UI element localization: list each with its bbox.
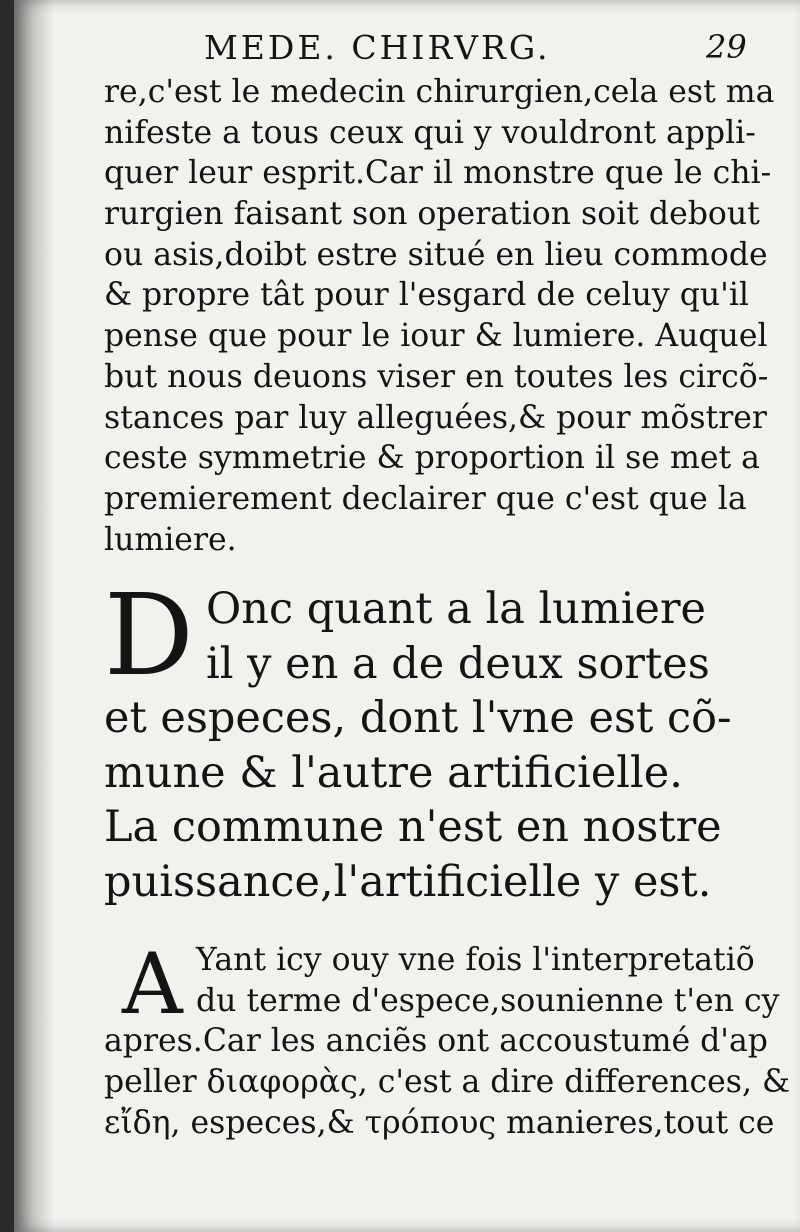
drop-cap: A xyxy=(122,935,183,1033)
text-line: puissance,l'artificielle y est. xyxy=(104,856,712,907)
text-line: La commune n'est en nostre xyxy=(104,802,722,852)
text-line: Yant icy ouy vne fois l'interpretatiõ xyxy=(196,942,755,978)
text-line: rurgien faisant son operation soit debout xyxy=(104,196,760,233)
book-page xyxy=(14,0,800,1232)
text-line: pense que pour le iour & lumiere. Auquel xyxy=(104,318,768,355)
text-line: lumiere. xyxy=(104,521,237,558)
running-title: MEDE. CHIRVRG. xyxy=(204,28,551,67)
text-line: du terme d'espece,sounienne t'en cy xyxy=(196,982,780,1019)
text-line: stances par luy alleguées,& pour mõstrer xyxy=(104,399,767,436)
text-line: quer leur esprit.Car il monstre que le chi- xyxy=(104,155,772,192)
large-type-paragraph xyxy=(104,571,764,909)
text-line: & propre tât pour l'esgard de celuy qu'il xyxy=(104,277,749,314)
paragraph-continued xyxy=(104,72,775,560)
page-number: 29 xyxy=(706,28,747,66)
drop-cap: D xyxy=(104,571,194,701)
text-line: ceste symmetrie & proportion il se met a xyxy=(104,440,760,477)
text-line: re,c'est le medecin chirurgien,cela est ma xyxy=(104,74,775,110)
text-line: et especes, dont l'vne est cõ- xyxy=(104,693,732,743)
text-line: Onc quant a la lumiere xyxy=(206,584,706,634)
gutter-shadow xyxy=(14,0,54,1232)
text-line: ou asis,doibt estre situé en lieu commode xyxy=(104,236,768,273)
text-line: εἴδη, especes,& τρόπους manieres,tout ce xyxy=(104,1104,775,1141)
text-line: mune & l'autre artificielle. xyxy=(104,747,683,798)
text-line: il y en a de deux sortes xyxy=(206,638,710,689)
paragraph-ayant xyxy=(104,935,791,1143)
text-line: nifeste a tous ceux qui y vouldront appli- xyxy=(104,114,756,151)
text-line: premierement declairer que c'est que la xyxy=(104,480,747,517)
text-line: apres.Car les anciẽs ont accoustumé d'ap xyxy=(104,1023,768,1060)
text-line: peller διαφορὰς, c'est a dire differences, & xyxy=(104,1064,791,1101)
text-line: but nous deuons viser en toutes les circõ- xyxy=(104,358,769,395)
running-head xyxy=(14,22,800,68)
